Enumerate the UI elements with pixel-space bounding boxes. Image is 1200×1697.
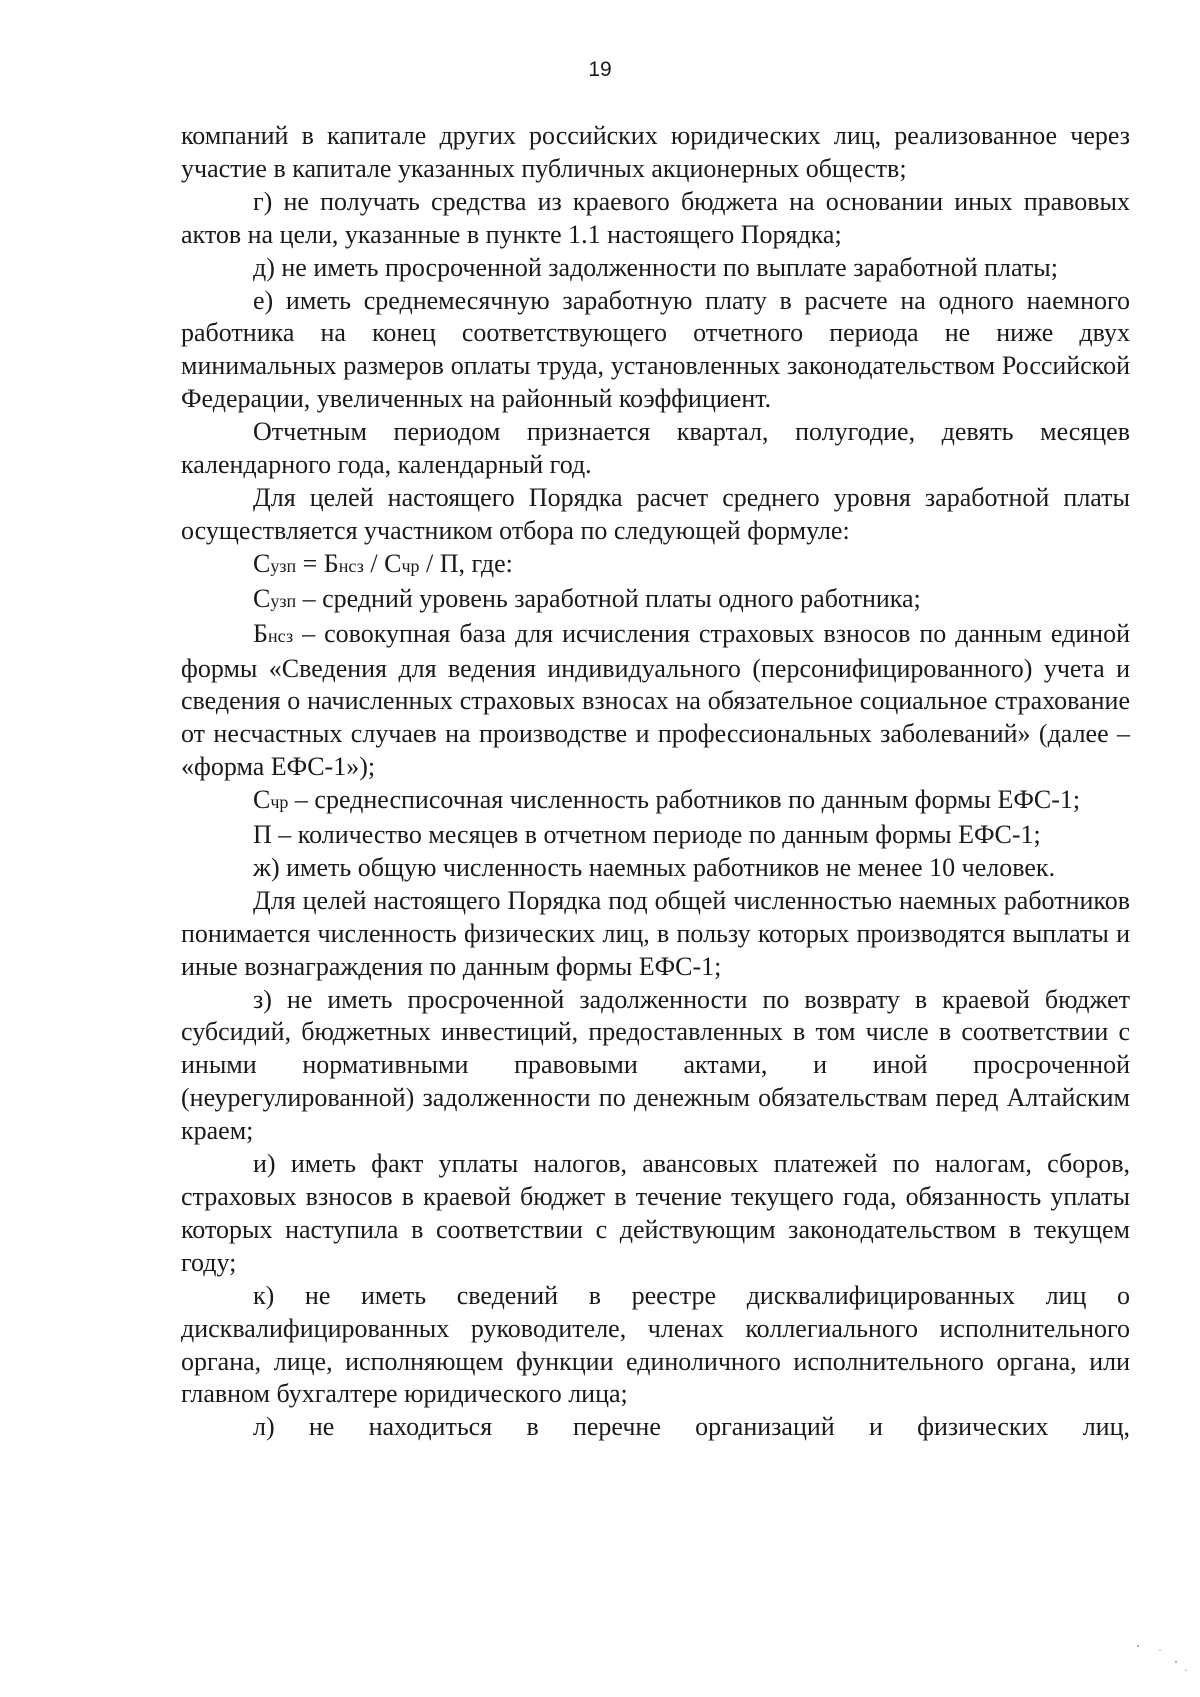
formula-s-sub: узп [270, 555, 297, 576]
definition-p: П – количество месяцев в отчетном периоде по данным формы ЕФС-1; [253, 820, 1041, 850]
paragraph-item-k: к) не иметь сведений в реестре дисквалифицированных лиц о дисквалифицированных руководителе, членах коллегиального исполнительного органа, лице, исполняющем функции единоличного исполнительного органа, или главном бухгалтере юридического лица; [181, 1280, 1130, 1409]
definition-bnsz-main: Б [253, 618, 268, 648]
definition-szp-main: С [253, 583, 271, 613]
formula-b-sub: нсз [338, 555, 364, 576]
document-body [181, 120, 1130, 1444]
paragraph-employee-count: Для целей настоящего Порядка под общей численностью наемных работников понимается численность физических лиц, в пользу которых производятся выплаты и иные вознаграждения по данным формы ЕФС-1; [181, 885, 1130, 981]
formula-eq: = [296, 548, 324, 578]
paragraph-item-l: л) не находиться в перечне организаций и физических лиц, [253, 1412, 1130, 1442]
definition-bnsz-sub: нсз [267, 625, 294, 646]
paragraph-item-e: е) иметь среднемесячную заработную плату в расчете на одного наемного работника на конец соответствующего отчетного периода не ниже двух минимальных размеров оплаты труда, установленных законодательством Российской Федерации, увеличенных на районный коэффициент. [181, 285, 1130, 414]
definition-schr-main: С [253, 785, 271, 815]
paragraph-reporting-period: Отчетным периодом признается квартал, полугодие, девять месяцев календарного года, календарный год. [181, 417, 1130, 480]
formula-c-main: С [384, 548, 402, 578]
formula-c-sub: чр [401, 555, 420, 576]
definition-schr-text: – среднесписочная численность работников по данным формы ЕФС-1; [288, 785, 1081, 815]
paragraph-item-z: з) не иметь просроченной задолженности по возврату в краевой бюджет субсидий, бюджетных инвестиций, предоставленных в том числе в соответствии с иными нормативными правовыми актами, и иной просроченной (неурегулированной) задолженности по денежным обязательствам перед Алтайским краем; [181, 984, 1130, 1146]
scan-specks [1120, 1640, 1200, 1680]
formula [181, 548, 1130, 583]
paragraph-item-i: и) иметь факт уплаты налогов, авансовых платежей по налогам, сборов, страховых взносов в краевой бюджет в течение текущего года, обязанность уплаты которых наступила в соответствии с действующим законодательством в текущем году; [181, 1149, 1130, 1277]
definition-szp-text: – средний уровень заработной платы одного работника; [296, 583, 921, 613]
paragraph-formula-intro: Для целей настоящего Порядка расчет среднего уровня заработной платы осуществляется участником отбора по следующей формуле: [181, 482, 1130, 545]
paragraph-item-g: г) не получать средства из краевого бюджета на основании иных правовых актов на цели, указанные в пункте 1.1 настоящего Порядка; [181, 186, 1130, 249]
definition-bnsz-text: – совокупная база для исчисления страховых взносов по данным единой формы «Сведения для ведения индивидуального (персонифицированного) учета и сведения о начисленных страховых взносах на обязательное социальное страхование от несчастных случаев на производстве и профессиональных заболеваний» (далее – «форма ЕФС-1»); [181, 618, 1130, 782]
definition-bnsz [181, 618, 1130, 785]
paragraph-item-d: д) не иметь просроченной задолженности по выплате заработной платы; [253, 252, 1058, 282]
formula-div2: / П, где: [419, 548, 513, 578]
definition-schr-sub: чр [270, 792, 289, 813]
definition-szp-sub: узп [270, 590, 297, 611]
formula-div1: / [363, 548, 385, 578]
definition-schr [181, 784, 1130, 819]
formula-b-main: Б [323, 548, 339, 578]
formula-s-main: С [253, 548, 271, 578]
page-number: 19 [588, 58, 612, 81]
definition-szp [181, 583, 1130, 618]
paragraph-continuation: компаний в капитале других российских юридических лиц, реализованное через участие в капитале указанных публичных акционерных обществ; [181, 121, 1130, 183]
paragraph-item-zh: ж) иметь общую численность наемных работников не менее 10 человек. [253, 852, 1056, 882]
